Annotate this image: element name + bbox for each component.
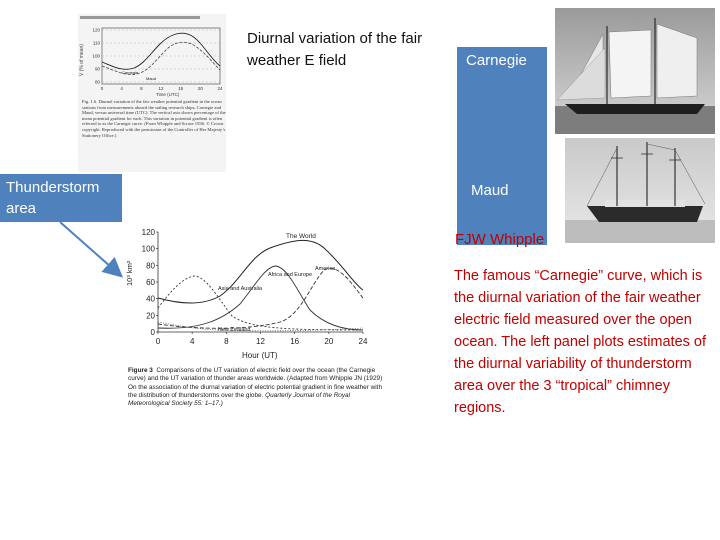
fig1-ytick-label: 100	[92, 53, 100, 59]
fig3-xtick-label: 24	[358, 337, 368, 346]
carnegie-curve-figure	[78, 14, 226, 172]
fig3-curve-label: Asia and Australia	[218, 286, 263, 292]
fig3-xtick-label: 8	[224, 337, 229, 346]
whipple-label: FJW Whipple	[455, 231, 545, 248]
maud-label: Maud	[471, 182, 509, 199]
fig3-ytick-label: 120	[141, 228, 155, 237]
fig3-curve-label: New Zealand	[218, 327, 251, 333]
thunderstorm-area-chart	[110, 226, 382, 376]
fig3-caption-heading: Figure 3	[128, 367, 153, 374]
fig1-caption: Fig. 1.6. Diurnal variation of the fair weather potential gradient in the ocean stations from measurements aboard the sailing research ships, Carnegie and Maud, versus universal time (UTC). The vertical axis shows percentage of the mean potential gradient for each. This variation in potential gradient is often referred to as the Carnegie curve. (From Whipple and Scrase 1936. © Crown copyright. Reproduced with the permission of the Controller of Her Majesty’s Stationery Office.)	[82, 99, 226, 138]
carnegie-label: Carnegie	[466, 52, 527, 69]
fig3-ytick-label: 60	[146, 278, 155, 287]
fig3-ytick-label: 100	[141, 244, 155, 254]
fig3-ytick-label: 20	[146, 311, 155, 321]
fig3-xtick-label: 0	[155, 337, 161, 346]
fig3-xtick-label: 20	[324, 337, 334, 346]
fig1-ytick-label: 120	[92, 27, 100, 33]
carnegie-curve-chart	[78, 14, 226, 102]
fig3-curve-label: The World	[286, 233, 316, 240]
fig1-xtick-label: 8	[140, 86, 143, 91]
fig1-series-label: Carnegie	[122, 70, 139, 75]
fig3-caption-text: Comparisons of the UT variation of electric field over the ocean (the Carnegie curve) and the UT variation of thunder areas worldwide. (Adapted from Whipple JN (1929) On the association of the diurnal variation of electric potential gradient in fine weather with the distribution of thunderstorms over the globe.	[128, 367, 383, 399]
fig1-ytick-label: 80	[94, 79, 100, 85]
fig3-xtick-label: 4	[189, 337, 195, 346]
fig1-ytick-label: 90	[94, 66, 100, 72]
fig1-xtick-label: 16	[178, 86, 184, 91]
fig1-series-label: Maud	[146, 76, 157, 81]
fig3-xtick-label: 12	[256, 337, 265, 346]
new-zealand-curve-line	[158, 322, 363, 331]
fig3-curve-label: Africa and Europe	[268, 272, 313, 278]
fig1-ylabel: V (% of mean)	[79, 44, 85, 76]
description-text: The famous “Carnegie” curve, which is the diurnal variation of the fair weather electric field measured over the open ocean. The left panel plots estimates of the diurnal variability of thunderstorm area over the 3 “tropical” chimney regions.	[454, 268, 707, 416]
fig3-xtick-label: 16	[290, 337, 300, 346]
fig3-ytick-label: 80	[146, 261, 155, 271]
carnegie-ship-photo	[555, 8, 715, 134]
fig3-caption	[128, 367, 390, 408]
fig1-xlabel: Time (UTC)	[156, 92, 180, 97]
slide-title: Diurnal variation of the fair weather E field	[247, 30, 423, 69]
ship-label-box	[457, 47, 547, 245]
fig3-ytick-label: 40	[146, 294, 155, 304]
fig3-ylabel: 10³ km²	[125, 260, 134, 286]
fig3-xlabel: Hour (UT)	[242, 351, 278, 360]
fig1-xtick-label: 12	[158, 86, 164, 91]
fig1-xtick-label: 4	[120, 86, 123, 91]
fig3-caption-journal: Quarterly Journal of the Royal Meteorological Society 55: 1–17.)	[128, 391, 351, 408]
thunderstorm-area-label: Thunderstorm area	[6, 179, 100, 217]
fig1-xtick-label: 20	[197, 86, 203, 91]
figure-header-text	[80, 16, 200, 19]
africa-europe-curve-line	[158, 266, 363, 330]
fig1-xtick-label: 0	[100, 86, 104, 91]
fig1-xtick-label: 24	[217, 86, 223, 91]
fig3-ytick-label: 0	[150, 328, 155, 337]
fig1-ytick-label: 110	[92, 40, 100, 46]
maud-ship-photo	[565, 138, 715, 243]
maud-curve-line	[102, 42, 220, 74]
fig3-curve-label: America	[315, 266, 336, 272]
